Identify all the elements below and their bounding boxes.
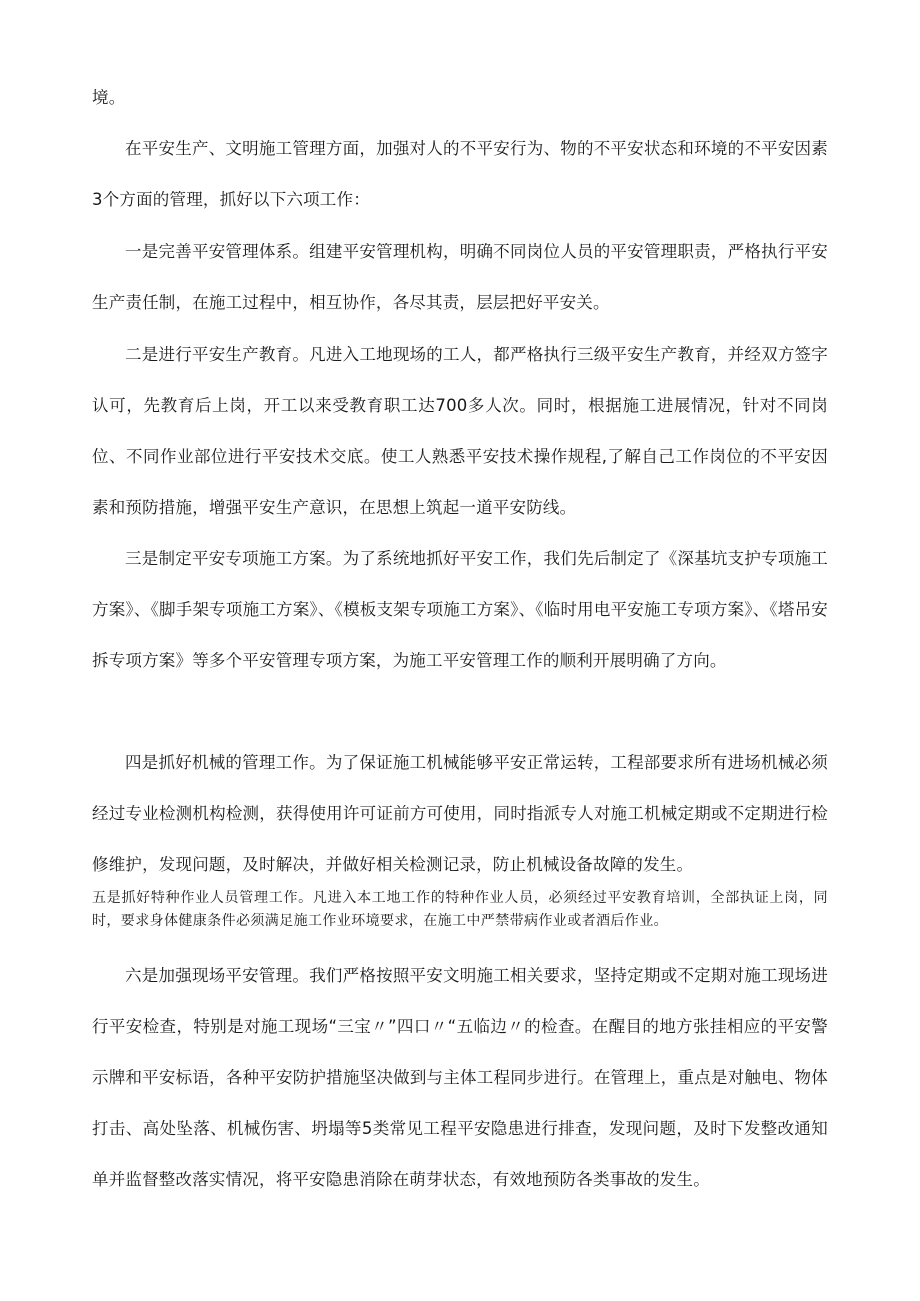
paragraph-item-3: 三是制定平安专项施工方案。为了系统地抓好平安工作，我们先后制定了《深基坑支护专项施工方案》、《脚手架专项施工方案》、《模板支架专项施工方案》、《临时用电平安施工专项方案》、《塔吊安拆专项方案》等多个平安管理专项方案，为施工平安管理工作的顺利开展明确了方向。 <box>92 549 828 670</box>
paragraph-item-1: 一是完善平安管理体系。组建平安管理机构，明确不同岗位人员的平安管理职责，严格执行平安生产责任制，在施工过程中，相互协作，各尽其责，层层把好平安关。 <box>92 242 828 312</box>
paragraph-item-5: 五是抓好特种作业人员管理工作。凡进入本工地工作的特种作业人员，必须经过平安教育培训，全部执证上岗，同时，要求身体健康条件必须满足施工作业环境要求，在施工中严禁带病作业或者酒后作业。 <box>92 890 828 929</box>
paragraph-item-4: 四是抓好机械的管理工作。为了保证施工机械能够平安正常运转，工程部要求所有进场机械必须经过专业检测机构检测，获得使用许可证前方可使用，同时指派专人对施工机械定期或不定期进行检修维护，发现问题，及时解决，并做好相关检测记录，防止机械设备故障的发生。 <box>92 753 828 874</box>
paragraph-item-2: 二是进行平安生产教育。凡进入工地现场的工人，都严格执行三级平安生产教育，并经双方签字认可，先教育后上岗，开工以来受教育职工达700多人次。同时，根据施工进展情况，针对不同岗位、不同作业部位进行平安技术交底。使工人熟悉平安技术操作规程,了解自己工作岗位的不平安因素和预防措施，增强平安生产意识，在思想上筑起一道平安防线。 <box>92 345 828 517</box>
paragraph-intro: 在平安生产、文明施工管理方面，加强对人的不平安行为、物的不平安状态和环境的不平安因素3个方面的管理，抓好以下六项工作： <box>92 139 828 209</box>
paragraph-continuation: 境。 <box>92 88 126 107</box>
paragraph-item-6: 六是加强现场平安管理。我们严格按照平安文明施工相关要求，坚持定期或不定期对施工现场进行平安检查，特别是对施工现场“三宝〃”四口〃“五临边〃的检查。在醒目的地方张挂相应的平安警示牌和平安标语，各种平安防护措施坚决做到与主体工程同步进行。在管理上，重点是对触电、物体打击、高处坠落、机械伤害、坍塌等5类常见工程平安隐患进行排查，发现问题，及时下发整改通知单并监督整改落实情况，将平安隐患消除在萌芽状态，有效地预防各类事故的发生。 <box>92 966 828 1189</box>
